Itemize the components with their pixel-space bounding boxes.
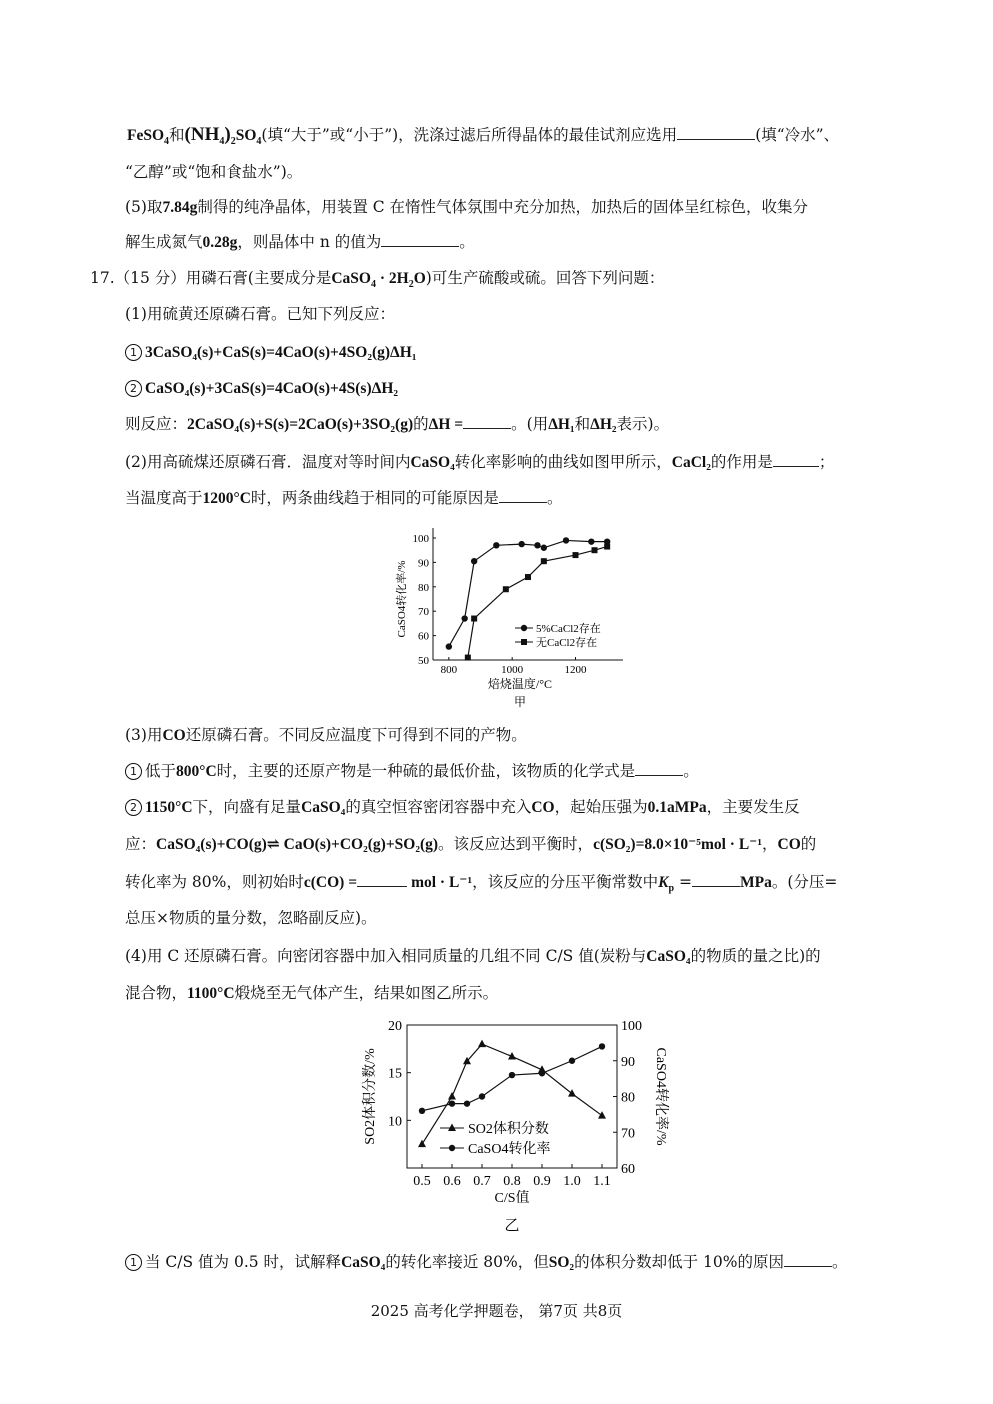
- text: 制得的纯净晶体，用装置 C 在惰性气体氛围中充分加热，加热后的固体呈红棕色，收集分: [197, 198, 809, 216]
- mass: 0.28g: [202, 234, 238, 251]
- data-point-1: [493, 542, 499, 548]
- text: =: [674, 873, 692, 891]
- text: 解生成氮气: [125, 233, 203, 251]
- formula: SO₂: [548, 1254, 575, 1271]
- formula: CaSO₄: [410, 454, 455, 471]
- data-point-1: [471, 558, 477, 564]
- text: (5)取: [125, 198, 163, 216]
- unit: mol · L⁻¹: [411, 874, 473, 891]
- text: ，起始压强为: [554, 798, 648, 816]
- chart-caption: 乙: [504, 1218, 520, 1234]
- part-3-title: [125, 723, 527, 748]
- text: 。: [683, 762, 699, 780]
- x-tick-label: 0.9: [533, 1174, 551, 1189]
- formula: c(CO) =: [303, 874, 358, 891]
- formula-nh4: (NH: [184, 124, 220, 145]
- y-tick-label: 70: [418, 606, 429, 619]
- text: 则反应：: [125, 415, 188, 433]
- formula: CaSO₄: [301, 799, 346, 816]
- text-line-3: [125, 195, 808, 220]
- temperature: 1150°C: [145, 799, 193, 816]
- text: (填“冷水”、: [755, 126, 840, 144]
- data-point-2: [503, 586, 509, 592]
- subscript: 2: [408, 279, 414, 291]
- data-point-2: [539, 1070, 545, 1076]
- y-left-tick-label: 10: [388, 1114, 402, 1130]
- x-axis-label: C/S值: [494, 1191, 530, 1206]
- formula: · 2H: [375, 270, 409, 287]
- y-right-axis-label: CaSO4转化率/%: [653, 1047, 668, 1146]
- y-tick-label: 90: [418, 557, 429, 570]
- chart-jia: [393, 520, 633, 715]
- y-right-tick-label: 80: [621, 1090, 635, 1106]
- text: ，该反应的分压平衡常数中: [472, 873, 659, 891]
- y-right-tick-label: 70: [621, 1126, 635, 1142]
- answer-blank[interactable]: [499, 488, 547, 503]
- legend-marker-1: [448, 1124, 456, 1132]
- text: )可生产硫酸或硫。回答下列问题：: [425, 269, 665, 287]
- temperature: 1100°C: [187, 985, 235, 1002]
- answer-blank[interactable]: [692, 872, 740, 887]
- data-point-1: [541, 545, 547, 551]
- text-line-1: [127, 123, 839, 154]
- reaction-1: [125, 340, 416, 365]
- data-point-2: [471, 616, 477, 622]
- subscript: 2: [230, 136, 236, 148]
- part-3-q2-line-2: [125, 832, 816, 857]
- y-left-axis-label: SO2体积分数/%: [363, 1048, 378, 1145]
- text: 。: [831, 1253, 848, 1271]
- part-3-q2-line-4: [125, 906, 377, 930]
- text: (填“大于”或“小于”)，洗涤过滤后所得晶体的最佳试剂应选用: [261, 126, 678, 144]
- text-line-2: [125, 160, 302, 184]
- text: (2)用高硫煤还原磷石膏．温度对等时间内: [125, 453, 411, 471]
- x-tick-label: 1000: [501, 664, 524, 676]
- formula-feso4: FeSO: [127, 127, 165, 144]
- circled-number: 1: [125, 1254, 142, 1271]
- text: 时，主要的还原产物是一种硫的最低价盐，该物质的化学式是: [216, 762, 636, 780]
- legend-marker-1: [521, 625, 527, 631]
- y-left-tick-label: 15: [388, 1066, 402, 1082]
- part-4-q1: [125, 1250, 847, 1275]
- text: 的: [413, 415, 429, 433]
- x-tick-label: 0.8: [503, 1174, 521, 1189]
- subscript: 4: [164, 136, 170, 148]
- data-point-2: [449, 1100, 455, 1106]
- text: 时，两条曲线趋于相同的可能原因是: [250, 489, 499, 507]
- text: 的真空恒容密闭容器中充入: [345, 798, 532, 816]
- data-point-1: [446, 643, 452, 649]
- text: (4)用 C 还原磷石膏。向密闭容器中加入相同质量的几组不同 C/S 值(炭粉与: [125, 947, 647, 965]
- legend-label-1: SO2体积分数: [468, 1122, 549, 1137]
- text: 和: [169, 126, 185, 144]
- delta-h: ΔH =: [428, 416, 464, 433]
- x-axis-label: 焙烧温度/°C: [487, 677, 553, 691]
- formula-so4: SO: [235, 127, 257, 144]
- data-point-1: [448, 1092, 456, 1100]
- text: (3)用: [125, 726, 163, 744]
- circled-number: 1: [125, 763, 142, 780]
- part-3-q1: [125, 759, 699, 784]
- x-tick-label: 0.5: [413, 1174, 431, 1189]
- unit: MPa: [739, 874, 772, 891]
- legend-label-1: 5%CaCl2存在: [536, 623, 601, 635]
- text: 还原磷石膏。不同反应温度下可得到不同的产物。: [185, 726, 527, 744]
- text: “乙醇”或“饱和食盐水”)。: [125, 163, 303, 181]
- data-point-2: [509, 1072, 515, 1078]
- text: 的作用是: [710, 453, 773, 471]
- x-tick-label: 1.0: [563, 1174, 581, 1189]
- text: 表示)。: [616, 415, 670, 433]
- data-point-2: [604, 544, 610, 550]
- y-tick-label: 50: [418, 655, 429, 667]
- y-right-tick-label: 90: [621, 1054, 635, 1070]
- text: ，则晶体中 n 的值为: [237, 233, 382, 251]
- text: 混合物，: [125, 984, 188, 1002]
- x-tick-label: 1200: [564, 664, 587, 676]
- formula: CO: [162, 727, 186, 744]
- text: 转化率影响的曲线如图甲所示，: [454, 453, 672, 471]
- text: 。: [459, 233, 475, 251]
- part-3-q2-line-3: [125, 870, 837, 901]
- answer-blank[interactable]: [463, 414, 511, 429]
- x-tick-label: 800: [440, 664, 458, 676]
- equation: 2CaSO₄(s)+S(s)=2CaO(s)+3SO₂(g): [187, 416, 414, 433]
- text: ；: [818, 453, 835, 471]
- part-1-question: [125, 412, 669, 437]
- mass: 7.84g: [162, 199, 198, 216]
- data-point-1: [588, 538, 594, 544]
- part-4-line-2: [125, 981, 498, 1006]
- data-point-1: [461, 615, 467, 621]
- text-line-4: [125, 230, 475, 255]
- chart-yi: [352, 1010, 682, 1240]
- y-right-tick-label: 60: [621, 1162, 635, 1177]
- text: ，: [762, 835, 778, 853]
- y-tick-label: 80: [418, 581, 429, 594]
- data-point-1: [598, 1111, 606, 1119]
- part-1-title: [125, 302, 395, 326]
- text: 。该反应达到平衡时，: [438, 835, 594, 853]
- legend-label-2: CaSO4转化率: [468, 1142, 551, 1157]
- text: 低于: [145, 762, 177, 780]
- text: 的转化率接近 80%，但: [385, 1253, 549, 1271]
- answer-blank[interactable]: [784, 1252, 832, 1267]
- circled-number: 2: [125, 380, 142, 397]
- kp-symbol: K: [658, 874, 669, 891]
- data-point-1: [568, 1089, 576, 1097]
- part-2-line-2: [125, 486, 562, 511]
- data-point-2: [569, 1058, 575, 1064]
- answer-blank[interactable]: [381, 232, 459, 247]
- data-point-2: [541, 558, 547, 564]
- text: 的物质的量之比)的: [690, 947, 821, 965]
- data-point-2: [479, 1093, 485, 1099]
- text: 。(用: [511, 415, 549, 433]
- text: 当 C/S 值为 0.5 时，试解释: [145, 1253, 342, 1271]
- text: 转化率为 80%，则初始时: [125, 873, 304, 891]
- reaction-2: [125, 376, 398, 401]
- answer-blank[interactable]: [357, 872, 407, 887]
- data-point-2: [592, 547, 598, 553]
- temperature: 1200°C: [202, 490, 251, 507]
- text: ，主要发生反: [706, 798, 800, 816]
- delta-h1: ΔH₁: [548, 416, 575, 433]
- part-4-line-1: [125, 944, 821, 969]
- formula: CaSO₄: [646, 948, 691, 965]
- text: 当温度高于: [125, 489, 203, 507]
- formula: CO: [777, 836, 801, 853]
- pressure: 0.1aMPa: [647, 799, 707, 816]
- text: 。: [546, 489, 563, 507]
- x-tick-label: 0.6: [443, 1174, 461, 1189]
- text: 总压×物质的量分数，忽略副反应)。: [125, 909, 377, 927]
- answer-blank[interactable]: [773, 452, 819, 467]
- y-right-tick-label: 100: [621, 1019, 642, 1034]
- part-3-q2-line-1: [125, 795, 800, 820]
- page-footer: 2025 高考化学押题卷， 第7页 共8页: [370, 1302, 623, 1320]
- answer-blank[interactable]: [677, 125, 755, 140]
- data-point-2: [419, 1108, 425, 1114]
- temperature: 800°C: [176, 763, 217, 780]
- data-point-1: [478, 1040, 486, 1048]
- equation: CaSO₄(s)+CO(g)⇌ CaO(s)+CO₂(g)+SO₂(g): [156, 836, 439, 853]
- circled-number: 1: [125, 344, 142, 361]
- y-axis-label: CaSO4转化率/%: [396, 560, 408, 638]
- x-tick-label: 0.7: [473, 1174, 491, 1189]
- legend-marker-2: [521, 639, 527, 645]
- subscript: p: [668, 883, 675, 895]
- formula: CO: [531, 799, 555, 816]
- data-point-1: [534, 542, 540, 548]
- text: (1)用硫黄还原磷石膏。已知下列反应：: [125, 305, 395, 323]
- legend-marker-2: [449, 1145, 455, 1151]
- paren: ): [224, 124, 231, 145]
- chart-caption: 甲: [513, 695, 527, 709]
- text: 应：: [125, 835, 157, 853]
- data-point-2: [464, 1100, 470, 1106]
- data-point-2: [525, 574, 531, 580]
- text: 煅烧至无气体产生，结果如图乙所示。: [234, 984, 499, 1002]
- answer-blank[interactable]: [635, 761, 683, 776]
- data-point-2: [573, 552, 579, 558]
- subscript: 4: [370, 279, 376, 291]
- data-point-1: [518, 541, 524, 547]
- text: 的体积分数却低于 10%的原因: [574, 1253, 784, 1271]
- equation: CaSO₄(s)+3CaS(s)=4CaO(s)+4S(s)ΔH₂: [145, 380, 399, 397]
- formula: CaSO₄: [341, 1254, 386, 1271]
- delta-h2: ΔH₂: [590, 416, 617, 433]
- y-tick-label: 100: [412, 533, 429, 545]
- data-point-1: [563, 537, 569, 543]
- x-tick-label: 1.1: [593, 1174, 611, 1189]
- formula: CaCl₂: [671, 454, 711, 471]
- text: 。(分压=: [771, 873, 838, 891]
- text: 17.（15 分）用磷石膏(主要成分是: [90, 269, 332, 287]
- y-tick-label: 60: [418, 630, 429, 643]
- part-2-line-1: [125, 450, 834, 475]
- legend-label-2: 无CaCl2存在: [536, 637, 598, 649]
- question-17-header: [90, 266, 664, 297]
- text: 下，向盛有足量: [192, 798, 302, 816]
- text: 的: [800, 835, 817, 853]
- formula: O: [413, 270, 426, 287]
- data-point-2: [465, 655, 471, 661]
- subscript: 4: [219, 136, 225, 148]
- text: 和: [574, 415, 591, 433]
- concentration: c(SO₂)=8.0×10⁻⁵mol · L⁻¹: [593, 836, 763, 853]
- subscript: 4: [256, 136, 262, 148]
- equation: 3CaSO₄(s)+CaS(s)=4CaO(s)+4SO₂(g)ΔH₁: [145, 344, 417, 361]
- y-left-tick-label: 20: [388, 1019, 402, 1034]
- formula: CaSO: [331, 270, 371, 287]
- circled-number: 2: [125, 799, 142, 816]
- data-point-2: [599, 1043, 605, 1049]
